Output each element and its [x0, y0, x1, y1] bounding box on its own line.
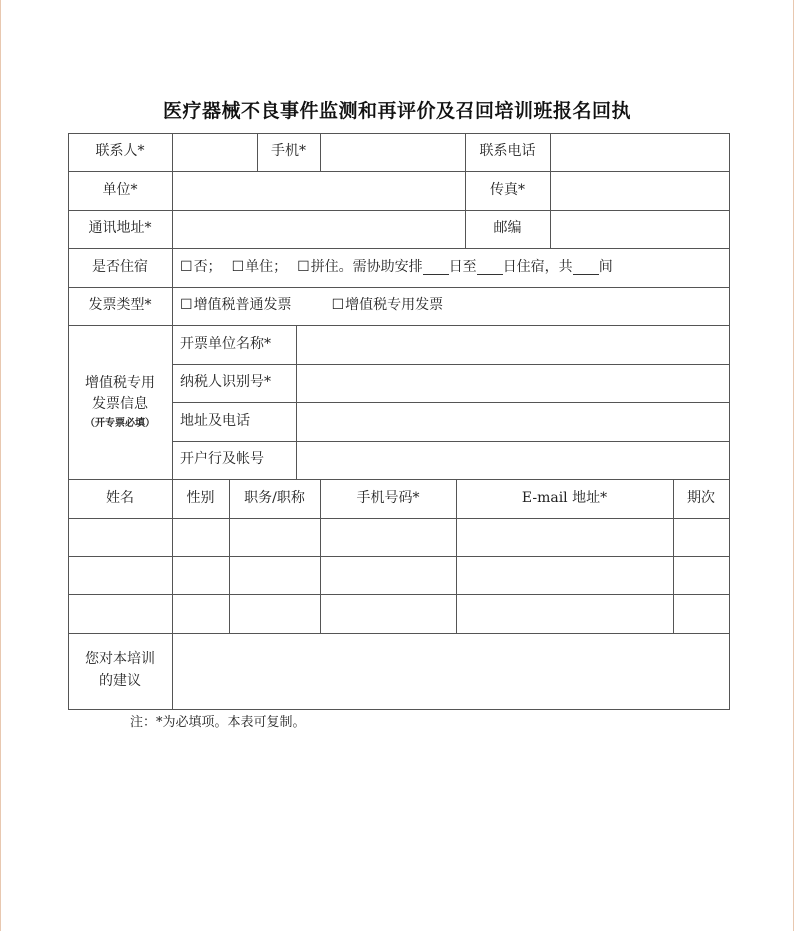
address-phone-label: 地址及电话 [180, 412, 250, 429]
postcode-label: 邮编 [493, 220, 522, 237]
lodging-shared-checkbox[interactable]: ☐拼住。需协助安排 [297, 258, 423, 275]
contact-person-field[interactable] [172, 133, 257, 171]
postcode-field[interactable] [550, 210, 729, 248]
rooms-text: 间 [598, 258, 613, 275]
contact-person-label: 联系人* [95, 143, 145, 160]
mobile-label: 手机* [271, 143, 306, 160]
position-header: 职务/职称 [244, 489, 305, 506]
name-header: 姓名 [106, 489, 134, 506]
bank-account-label: 开户行及帐号 [180, 451, 264, 468]
invoice-type-options [172, 287, 729, 325]
attendee-cell[interactable] [673, 556, 729, 594]
mobile-field[interactable] [320, 133, 465, 171]
grid-line [68, 709, 730, 710]
unit-field[interactable] [172, 171, 465, 210]
attendee-cell[interactable] [673, 518, 729, 556]
attendee-cell[interactable] [68, 556, 172, 594]
attendee-cell[interactable] [456, 518, 673, 556]
suggestion-label: 您对本培训 的建议 [85, 651, 155, 689]
lodging-options [172, 248, 729, 287]
invoice-normal-checkbox[interactable]: ☐增值税普通发票 [180, 297, 292, 314]
end-day-blank[interactable] [477, 260, 503, 275]
attendee-cell[interactable] [456, 556, 673, 594]
attendee-cell[interactable] [68, 594, 172, 633]
company-name-field[interactable] [296, 325, 729, 364]
lodging-label: 是否住宿 [92, 258, 148, 275]
attendee-cell[interactable] [68, 518, 172, 556]
attendee-cell[interactable] [229, 556, 320, 594]
lodging-no-checkbox[interactable]: ☐否； [180, 258, 222, 275]
fax-label: 传真* [490, 181, 525, 198]
footnote: 注：*为必填项。本表可复制。 [130, 715, 306, 730]
rooms-blank[interactable] [573, 260, 599, 275]
bank-account-field[interactable] [296, 441, 729, 479]
fax-field[interactable] [550, 171, 729, 210]
address-label: 通讯地址* [88, 220, 152, 237]
attendee-cell[interactable] [456, 594, 673, 633]
attendee-cell[interactable] [320, 556, 456, 594]
gender-header: 性别 [186, 489, 215, 506]
start-day-blank[interactable] [423, 260, 449, 275]
suggestion-field[interactable] [172, 633, 729, 709]
taxpayer-id-field[interactable] [296, 364, 729, 402]
vat-info-label: 增值税专用 发票信息 （开专票必填） [85, 374, 155, 429]
day-text: 日至 [448, 258, 477, 275]
grid-line [729, 133, 730, 710]
address-phone-field[interactable] [296, 402, 729, 441]
attendee-cell[interactable] [320, 594, 456, 633]
attendee-cell[interactable] [320, 518, 456, 556]
day-end-text: 日住宿，共 [502, 258, 573, 275]
phone-field[interactable] [550, 133, 729, 171]
attendee-cell[interactable] [172, 594, 229, 633]
invoice-special-checkbox[interactable]: ☐增值税专用发票 [331, 297, 444, 314]
email-header: E-mail 地址* [521, 489, 608, 506]
attendee-cell[interactable] [229, 594, 320, 633]
company-name-label: 开票单位名称* [180, 335, 271, 352]
attendee-cell[interactable] [172, 556, 229, 594]
attendee-cell[interactable] [229, 518, 320, 556]
unit-label: 单位* [102, 181, 138, 198]
phone-label: 联系电话 [479, 143, 536, 160]
mobile-header: 手机号码* [356, 489, 420, 506]
session-header: 期次 [687, 489, 715, 506]
address-field[interactable] [172, 210, 465, 248]
attendee-cell[interactable] [172, 518, 229, 556]
attendee-cell[interactable] [673, 594, 729, 633]
taxpayer-id-label: 纳税人识别号* [180, 374, 271, 391]
lodging-single-checkbox[interactable]: ☐单住； [231, 258, 288, 275]
page-title: 医疗器械不良事件监测和再评价及召回培训班报名回执 [162, 100, 631, 122]
invoice-type-label: 发票类型* [88, 297, 152, 314]
